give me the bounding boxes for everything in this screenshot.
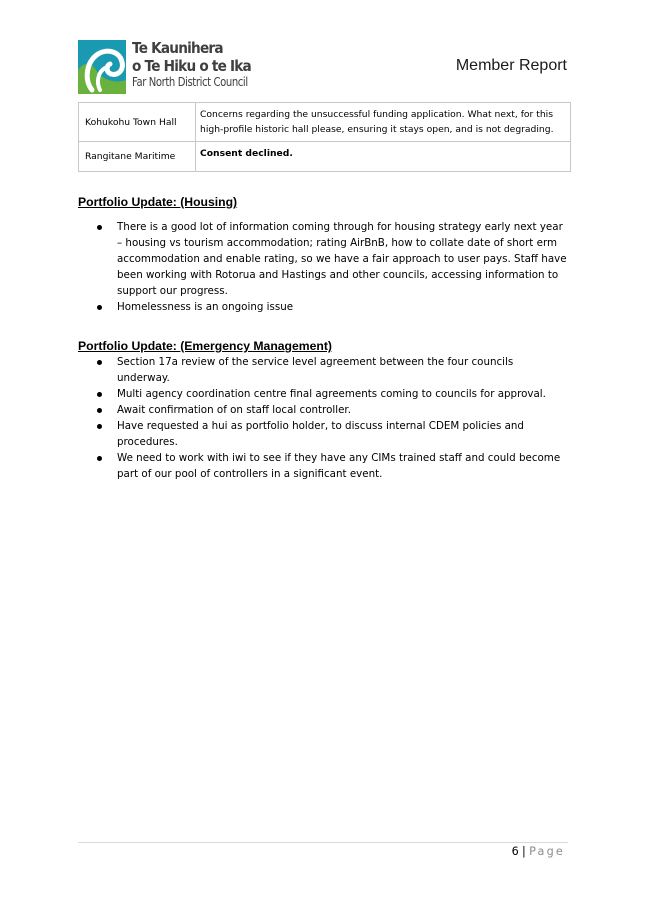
bullet-icon xyxy=(97,360,102,365)
housing-bullet-list xyxy=(78,219,568,315)
list-item-text: Multi agency coordination centre final agreements coming to councils for approval. xyxy=(117,388,546,400)
list-item xyxy=(78,354,568,386)
list-item-text: There is a good lot of information coming through for housing strategy early next year – housing vs tourism accommodation; rating AirBnB, how to collate date of short erm accommodation and enable rating, so we have a fair approach to user pays. Staff have been working with Rotorua and Hastings and other councils, accessing information to support our progress. xyxy=(117,221,567,297)
housing-section-title: Portfolio Update: (Housing) xyxy=(78,195,238,209)
list-item-text: We need to work with iwi to see if they have any CIMs trained staff and could become part of our pool of controllers in a significant event. xyxy=(117,452,561,480)
bullet-icon xyxy=(97,456,102,461)
table-cell-name: Rangitane Maritime xyxy=(79,142,196,172)
logo-line-3: Far North District Council xyxy=(132,75,248,89)
table-cell-comment: Concerns regarding the unsuccessful funding application. What next, for this high-profile historic hall please, ensuring it stays open, and is not degrading. xyxy=(196,103,571,142)
page-footer xyxy=(512,845,565,858)
list-item xyxy=(78,299,568,315)
bullet-icon xyxy=(97,305,102,310)
list-item xyxy=(78,219,568,299)
list-item-text: Homelessness is an ongoing issue xyxy=(117,301,294,313)
footer-separator: | xyxy=(522,845,527,858)
page-label: Page xyxy=(529,845,565,858)
bullet-icon xyxy=(97,225,102,230)
issues-table xyxy=(78,102,571,172)
list-item-text: Await confirmation of on staff local controller. xyxy=(117,404,351,416)
bullet-icon xyxy=(97,424,102,429)
list-item-text: Have requested a hui as portfolio holder, to discuss internal CDEM policies and procedures. xyxy=(117,420,524,448)
report-title: Member Report xyxy=(455,57,567,74)
list-item xyxy=(78,418,568,450)
list-item xyxy=(78,450,568,482)
list-item-text: Section 17a review of the service level agreement between the four councils underway. xyxy=(117,356,514,384)
logo-line-1: Te Kaunihera xyxy=(132,39,223,57)
table-cell-comment: Consent declined. xyxy=(196,142,571,172)
table-cell-name: Kohukohu Town Hall xyxy=(79,103,196,142)
table-row xyxy=(79,142,571,172)
bullet-icon xyxy=(97,392,102,397)
council-logo-mark-icon xyxy=(78,40,126,94)
emergency-bullet-list xyxy=(78,354,568,482)
footer-divider xyxy=(78,842,568,843)
table-row xyxy=(79,103,571,142)
emergency-section-title: Portfolio Update: (Emergency Management) xyxy=(78,339,332,353)
list-item xyxy=(78,386,568,402)
page-number: 6 xyxy=(511,845,520,858)
bullet-icon xyxy=(97,408,102,413)
council-logo xyxy=(78,39,251,94)
list-item xyxy=(78,402,568,418)
logo-wordmark xyxy=(132,41,273,88)
logo-line-2: o Te Hiku o te Ika xyxy=(132,56,251,75)
